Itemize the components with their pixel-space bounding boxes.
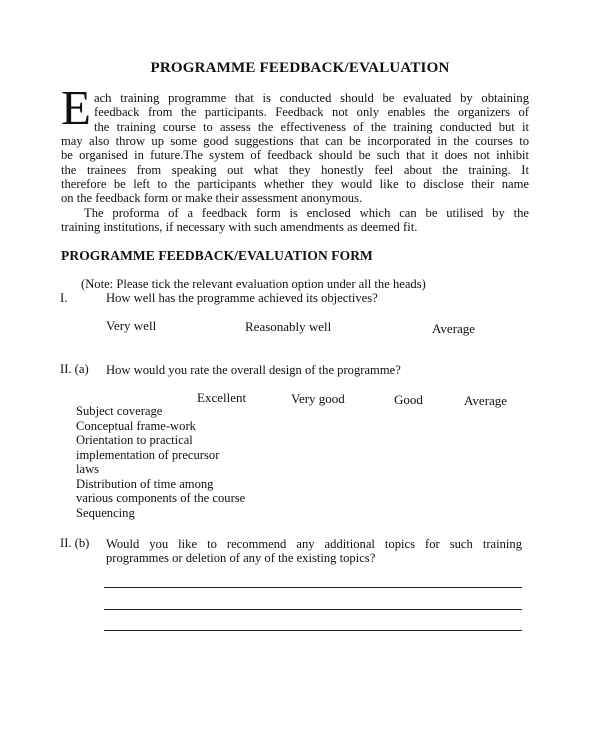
form-title: PROGRAMME FEEDBACK/EVALUATION FORM bbox=[61, 248, 373, 263]
intro-line: be organised in future.The system of feedback should be such that it does not inhibit bbox=[61, 148, 529, 162]
intro-line: may also throw up some good suggestions that can be incorporated in the courses to bbox=[61, 134, 529, 148]
option-reasonably-well: Reasonably well bbox=[245, 319, 332, 334]
question-text: programmes or deletion of any of the existing topics? bbox=[106, 551, 376, 565]
option-good: Good bbox=[394, 392, 423, 407]
option-excellent: Excellent bbox=[197, 390, 247, 405]
question-text: How would you rate the overall design of the programme? bbox=[106, 363, 401, 377]
intro-line: training institutions, if necessary with such amendments as deemed fit. bbox=[61, 220, 418, 234]
intro-line: The proforma of a feedback form is enclosed which can be utilised by the bbox=[84, 206, 529, 220]
question-number: II. (a) bbox=[60, 362, 89, 376]
intro-line: feedback from the participants. Feedback not only enables the organizers of bbox=[94, 105, 529, 119]
option-average: Average bbox=[432, 321, 476, 336]
intro-line: ach training programme that is conducted should be evaluated by obtaining bbox=[94, 91, 529, 105]
intro-line: on the feedback form or make their assessment anonymous. bbox=[61, 191, 363, 205]
question-number: I. bbox=[60, 291, 68, 305]
question-text: How well has the programme achieved its objectives? bbox=[106, 291, 378, 305]
question-text: Would you like to recommend any additional topics for such training bbox=[106, 537, 522, 551]
intro-line: the trainees from speaking out what they honestly feel about the training. It bbox=[61, 163, 529, 177]
rating-item: Subject coverage bbox=[76, 404, 163, 418]
rating-item: Distribution of time among bbox=[76, 477, 214, 491]
option-very-well: Very well bbox=[106, 318, 157, 333]
rating-item: laws bbox=[76, 462, 100, 476]
answer-line[interactable] bbox=[104, 609, 522, 610]
rating-item: implementation of precursor bbox=[76, 448, 220, 462]
intro-line: therefore be left to the participants whether they would like to disclose their name bbox=[61, 177, 529, 191]
option-average: Average bbox=[464, 393, 508, 408]
intro-line: the training course to assess the effectiveness of the training conducted but it bbox=[94, 120, 529, 134]
question-number: II. (b) bbox=[60, 536, 90, 550]
drop-cap-letter: E bbox=[61, 80, 91, 135]
answer-line[interactable] bbox=[104, 587, 522, 588]
page-title: PROGRAMME FEEDBACK/EVALUATION bbox=[150, 60, 450, 76]
rating-item: various components of the course bbox=[76, 491, 246, 505]
answer-line[interactable] bbox=[104, 630, 522, 631]
rating-item: Orientation to practical bbox=[76, 433, 193, 447]
form-note: (Note: Please tick the relevant evaluation option under all the heads) bbox=[81, 277, 426, 291]
option-very-good: Very good bbox=[291, 391, 345, 406]
rating-item: Sequencing bbox=[76, 506, 135, 520]
rating-item: Conceptual frame-work bbox=[76, 419, 196, 433]
